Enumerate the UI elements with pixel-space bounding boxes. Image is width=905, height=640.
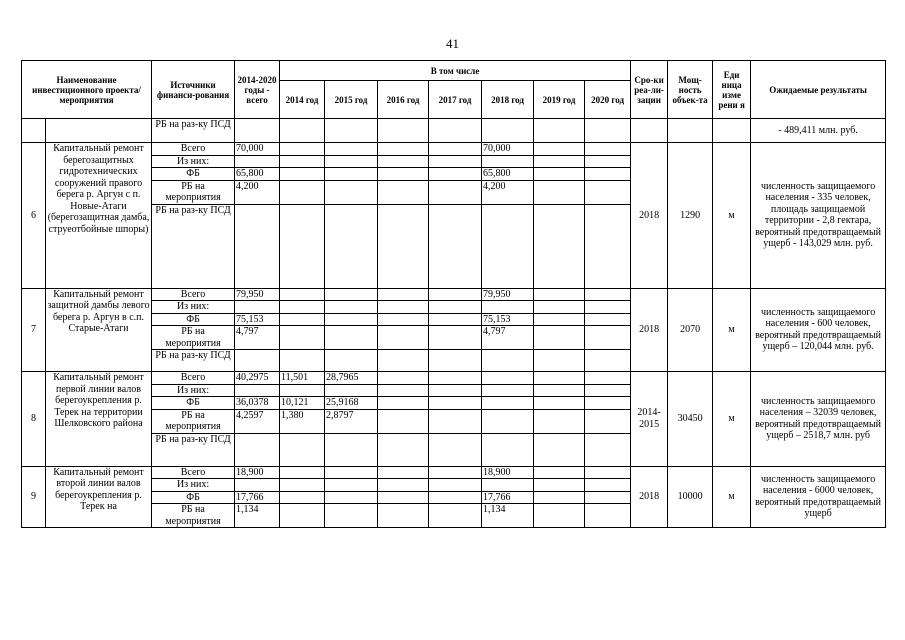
year-value-cell [378,180,429,204]
source-cell: ФБ [152,397,235,410]
year-value-cell [585,313,631,326]
year-value-cell [534,350,585,372]
total-cell [235,479,280,492]
year-value-cell [378,288,429,301]
year-value-cell [534,313,585,326]
source-cell: Из них: [152,384,235,397]
year-value-cell [585,301,631,314]
value-cell [534,119,585,143]
source-cell: ФБ [152,313,235,326]
year-value-cell [280,326,325,350]
year-value-cell [378,504,429,528]
year-value-cell [378,301,429,314]
year-value-cell [429,372,482,385]
year-value-cell [482,384,534,397]
year-value-cell [280,433,325,466]
year-value-cell [280,155,325,168]
total-cell: 70,000 [235,143,280,156]
year-value-cell [429,313,482,326]
source-cell: РБ на мероприятия [152,180,235,204]
year-value-cell [585,372,631,385]
year-value-cell: 4,797 [482,326,534,350]
year-value-cell [585,479,631,492]
term-cell: 2014-2015 [631,372,668,467]
table-row [22,143,886,156]
year-value-cell [280,384,325,397]
year-value-cell [325,479,378,492]
year-value-cell [534,384,585,397]
source-cell: РБ на мероприятия [152,409,235,433]
year-value-cell [325,350,378,372]
year-value-cell [534,155,585,168]
result-cell: численность защищаемого населения - 335 человек, площадь защищаемой территории - 2,8 гектара, вероятный предотвращаемый ущерб - 143,029 млн. руб. [751,143,886,289]
term-cell: 2018 [631,466,668,528]
year-value-cell [429,288,482,301]
year-value-cell [534,504,585,528]
year-value-cell [280,301,325,314]
year-value-cell [429,326,482,350]
source-cell: Всего [152,143,235,156]
year-value-cell [429,433,482,466]
year-value-cell [482,350,534,372]
year-value-cell: 1,134 [482,504,534,528]
year-value-cell [585,433,631,466]
year-value-cell [325,326,378,350]
header-year-7: 2020 год [585,81,631,119]
project-name: Капитальный ремонт берегозащитных гидротехнических сооружений правого берега р. Аргун с п. Новые-Атаги (берегозащитная дамба, струеотбойные шпоры) [46,143,152,289]
year-value-cell [429,409,482,433]
year-value-cell [534,288,585,301]
total-cell: 75,153 [235,313,280,326]
year-value-cell [585,168,631,181]
header-incl: В том числе [280,61,631,81]
year-value-cell [378,491,429,504]
unit-cell: м [713,372,751,467]
project-name: Капитальный ремонт первой линии валов берегоукрепления р. Терек на территории Шелковского района [46,372,152,467]
result-cell: - 489,411 млн. руб. [751,119,886,143]
project-number: 8 [22,372,46,467]
header-sources: Источники финанси-рования [152,61,235,119]
year-value-cell [534,143,585,156]
year-value-cell [429,479,482,492]
header-year-6: 2019 год [534,81,585,119]
header-year-1: 2014 год [280,81,325,119]
total-cell: 79,950 [235,288,280,301]
result-cell: численность защищаемого населения - 6000 человек, вероятный предотвращаемый ущерб [751,466,886,528]
value-cell [325,119,378,143]
year-value-cell [378,313,429,326]
year-value-cell [429,491,482,504]
year-value-cell [325,466,378,479]
year-value-cell [325,168,378,181]
year-value-cell [325,180,378,204]
year-value-cell [429,397,482,410]
year-value-cell [378,155,429,168]
year-value-cell [429,180,482,204]
value-cell [280,119,325,143]
total-cell: 4,797 [235,326,280,350]
year-value-cell [534,409,585,433]
project-number: 7 [22,288,46,372]
year-value-cell [280,288,325,301]
year-value-cell [429,204,482,288]
year-value-cell [429,301,482,314]
total-cell: 65,800 [235,168,280,181]
source-cell: РБ на мероприятия [152,326,235,350]
year-value-cell [585,491,631,504]
project-name: Капитальный ремонт второй линии валов берегоукрепления р. Терек на [46,466,152,528]
year-value-cell [482,479,534,492]
total-cell [235,301,280,314]
total-cell: 4,200 [235,180,280,204]
year-value-cell: 1,380 [280,409,325,433]
source-cell: РБ на раз-ку ПСД [152,119,235,143]
project-number: 9 [22,466,46,528]
year-value-cell [378,479,429,492]
year-value-cell [585,384,631,397]
year-value-cell [280,180,325,204]
year-value-cell [482,409,534,433]
year-value-cell [585,504,631,528]
year-value-cell [378,204,429,288]
year-value-cell [378,384,429,397]
value-cell [585,119,631,143]
capacity-cell: 2070 [668,288,713,372]
value-cell [235,119,280,143]
total-cell: 17,766 [235,491,280,504]
year-value-cell [378,397,429,410]
year-value-cell [378,350,429,372]
header-year-2: 2015 год [325,81,378,119]
header-name: Наименование инвестиционного проекта/мероприятия [22,61,152,119]
year-value-cell [378,433,429,466]
year-value-cell [429,504,482,528]
source-cell: ФБ [152,168,235,181]
year-value-cell [378,409,429,433]
year-value-cell [378,168,429,181]
value-cell [482,119,534,143]
year-value-cell [534,479,585,492]
value-cell [378,119,429,143]
source-cell: РБ на раз-ку ПСД [152,204,235,288]
year-value-cell [325,204,378,288]
year-value-cell [378,466,429,479]
unit-cell: м [713,143,751,289]
source-cell: РБ на раз-ку ПСД [152,433,235,466]
source-cell: Всего [152,288,235,301]
year-value-cell [534,433,585,466]
year-value-cell [325,433,378,466]
year-value-cell: 79,950 [482,288,534,301]
source-cell: Всего [152,372,235,385]
header-year-5: 2018 год [482,81,534,119]
capacity-cell: 10000 [668,466,713,528]
year-value-cell: 10,121 [280,397,325,410]
year-value-cell [378,326,429,350]
source-cell: Из них: [152,301,235,314]
table-row [22,466,886,479]
year-value-cell [482,155,534,168]
year-value-cell [429,466,482,479]
source-cell: Из них: [152,479,235,492]
source-cell: Из них: [152,155,235,168]
table-row-continuation [22,119,886,143]
total-cell: 36,0378 [235,397,280,410]
year-value-cell: 28,7965 [325,372,378,385]
year-value-cell [429,143,482,156]
header-terms: Сро-ки реа-ли-зации [631,61,668,119]
cont-num-cell [22,119,46,143]
year-value-cell [482,204,534,288]
year-value-cell [585,288,631,301]
header-unit: Еди ница изме рени я [713,61,751,119]
year-value-cell [534,466,585,479]
year-value-cell: 4,200 [482,180,534,204]
year-value-cell [534,397,585,410]
year-value-cell [534,372,585,385]
total-cell [235,155,280,168]
year-value-cell: 65,800 [482,168,534,181]
year-value-cell [482,301,534,314]
year-value-cell [378,372,429,385]
year-value-cell [280,204,325,288]
year-value-cell [585,409,631,433]
year-value-cell [280,313,325,326]
year-value-cell [280,479,325,492]
header-year-3: 2016 год [378,81,429,119]
year-value-cell [325,504,378,528]
year-value-cell [429,350,482,372]
year-value-cell [585,143,631,156]
year-value-cell [429,168,482,181]
year-value-cell [325,143,378,156]
year-value-cell [280,350,325,372]
term-cell: 2018 [631,288,668,372]
year-value-cell [534,326,585,350]
year-value-cell [325,288,378,301]
year-value-cell [534,491,585,504]
year-value-cell [280,143,325,156]
year-value-cell [482,397,534,410]
year-value-cell [585,180,631,204]
project-number: 6 [22,143,46,289]
table-row [22,288,886,301]
year-value-cell [585,466,631,479]
capacity-cell: 1290 [668,143,713,289]
year-value-cell [280,466,325,479]
year-value-cell: 2,8797 [325,409,378,433]
cont-name-cell [46,119,152,143]
project-name: Капитальный ремонт защитной дамбы левого берега р. Аргун в с.п. Старые-Атаги [46,288,152,372]
year-value-cell: 75,153 [482,313,534,326]
empty-cell [668,119,713,143]
total-cell: 40,2975 [235,372,280,385]
total-cell [235,204,280,288]
year-value-cell [534,168,585,181]
table-row [22,372,886,385]
year-value-cell [325,155,378,168]
year-value-cell [325,491,378,504]
year-value-cell: 18,900 [482,466,534,479]
year-value-cell [325,384,378,397]
year-value-cell [534,204,585,288]
header-total: 2014-2020 годы - всего [235,61,280,119]
total-cell: 18,900 [235,466,280,479]
result-cell: численность защищаемого населения – 32039 человек, вероятный предотвращаемый ущерб – 2518,7 млн. руб [751,372,886,467]
empty-cell [631,119,668,143]
result-cell: численность защищаемого населения - 600 человек, вероятный предотвращаемый ущерб – 120,044 млн. руб. [751,288,886,372]
year-value-cell: 70,000 [482,143,534,156]
year-value-cell: 25,9168 [325,397,378,410]
source-cell: РБ на раз-ку ПСД [152,350,235,372]
unit-cell: м [713,466,751,528]
total-cell [235,384,280,397]
capacity-cell: 30450 [668,372,713,467]
header-results: Ожидаемые результаты [751,61,886,119]
header-year-4: 2017 год [429,81,482,119]
year-value-cell [325,313,378,326]
year-value-cell [280,491,325,504]
year-value-cell: 17,766 [482,491,534,504]
source-cell: РБ на мероприятия [152,504,235,528]
year-value-cell [585,350,631,372]
source-cell: Всего [152,466,235,479]
year-value-cell [429,155,482,168]
header-capacity: Мощ-ность объек-та [668,61,713,119]
year-value-cell [534,180,585,204]
year-value-cell [429,384,482,397]
year-value-cell [534,301,585,314]
year-value-cell: 11,501 [280,372,325,385]
unit-cell: м [713,288,751,372]
term-cell: 2018 [631,143,668,289]
year-value-cell [482,372,534,385]
total-cell [235,433,280,466]
total-cell [235,350,280,372]
year-value-cell [585,204,631,288]
empty-cell [713,119,751,143]
year-value-cell [378,143,429,156]
year-value-cell [280,168,325,181]
year-value-cell [280,504,325,528]
year-value-cell [585,397,631,410]
year-value-cell [325,301,378,314]
total-cell: 4,2597 [235,409,280,433]
value-cell [429,119,482,143]
year-value-cell [585,155,631,168]
investment-projects-table [21,60,886,528]
year-value-cell [585,326,631,350]
page-number: 41 [446,36,459,51]
year-value-cell [482,433,534,466]
source-cell: ФБ [152,491,235,504]
total-cell: 1,134 [235,504,280,528]
